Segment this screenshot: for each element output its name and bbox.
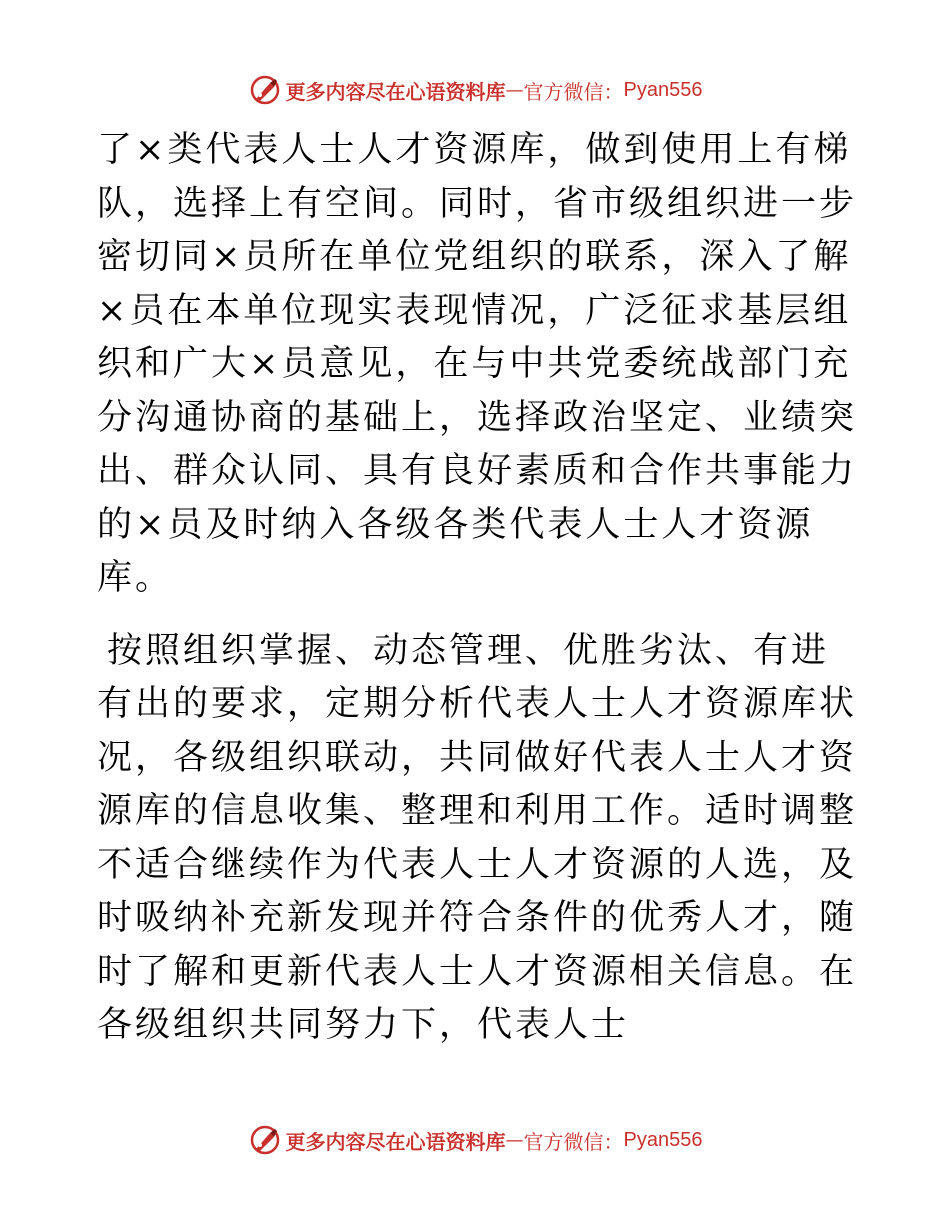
banner-wechat-id: Pyan556 <box>623 78 703 101</box>
header-banner <box>0 70 950 110</box>
document-body <box>97 124 857 1053</box>
banner-main-text: 更多内容尽在心语资料库 <box>285 1129 506 1154</box>
paragraph-2: 按照组织掌握、动态管理、优胜劣汰、有进有出的要求，定期分析代表人士人才资源库状况，各级组织联动，共同做好代表人士人才资源库的信息收集、整理和利用工作。适时调整不适合继续作为代表人士人才资源的人选，及时吸纳补充新发现并符合条件的优秀人才，随时了解和更新代表人士人才资源相关信息。在各级组织共同努力下，代表人士 <box>97 630 858 1045</box>
pen-logo-icon <box>248 73 282 107</box>
banner-wechat-id: Pyan556 <box>623 1128 703 1151</box>
banner-separator: — <box>505 1129 524 1151</box>
banner-main-text: 更多内容尽在心语资料库 <box>285 79 506 104</box>
banner-separator: — <box>505 79 524 101</box>
paragraph-1: 了×类代表人士人才资源库，做到使用上有梯队，选择上有空间。同时，省市级组织进一步密切同×员所在单位党组织的联系，深入了解×员在本单位现实表现情况，广泛征求基层组织和广大×员意见，在与中共党委统战部门充分沟通协商的基础上，选择政治坚定、业绩突出、群众认同、具有良好素质和合作共事能力的×员及时纳入各级各类代表人士人才资源库。 <box>97 130 858 598</box>
banner-label: 官方微信： <box>523 1129 624 1154</box>
footer-banner <box>0 1120 950 1160</box>
pen-logo-icon <box>248 1123 282 1157</box>
banner-label: 官方微信： <box>523 79 624 104</box>
